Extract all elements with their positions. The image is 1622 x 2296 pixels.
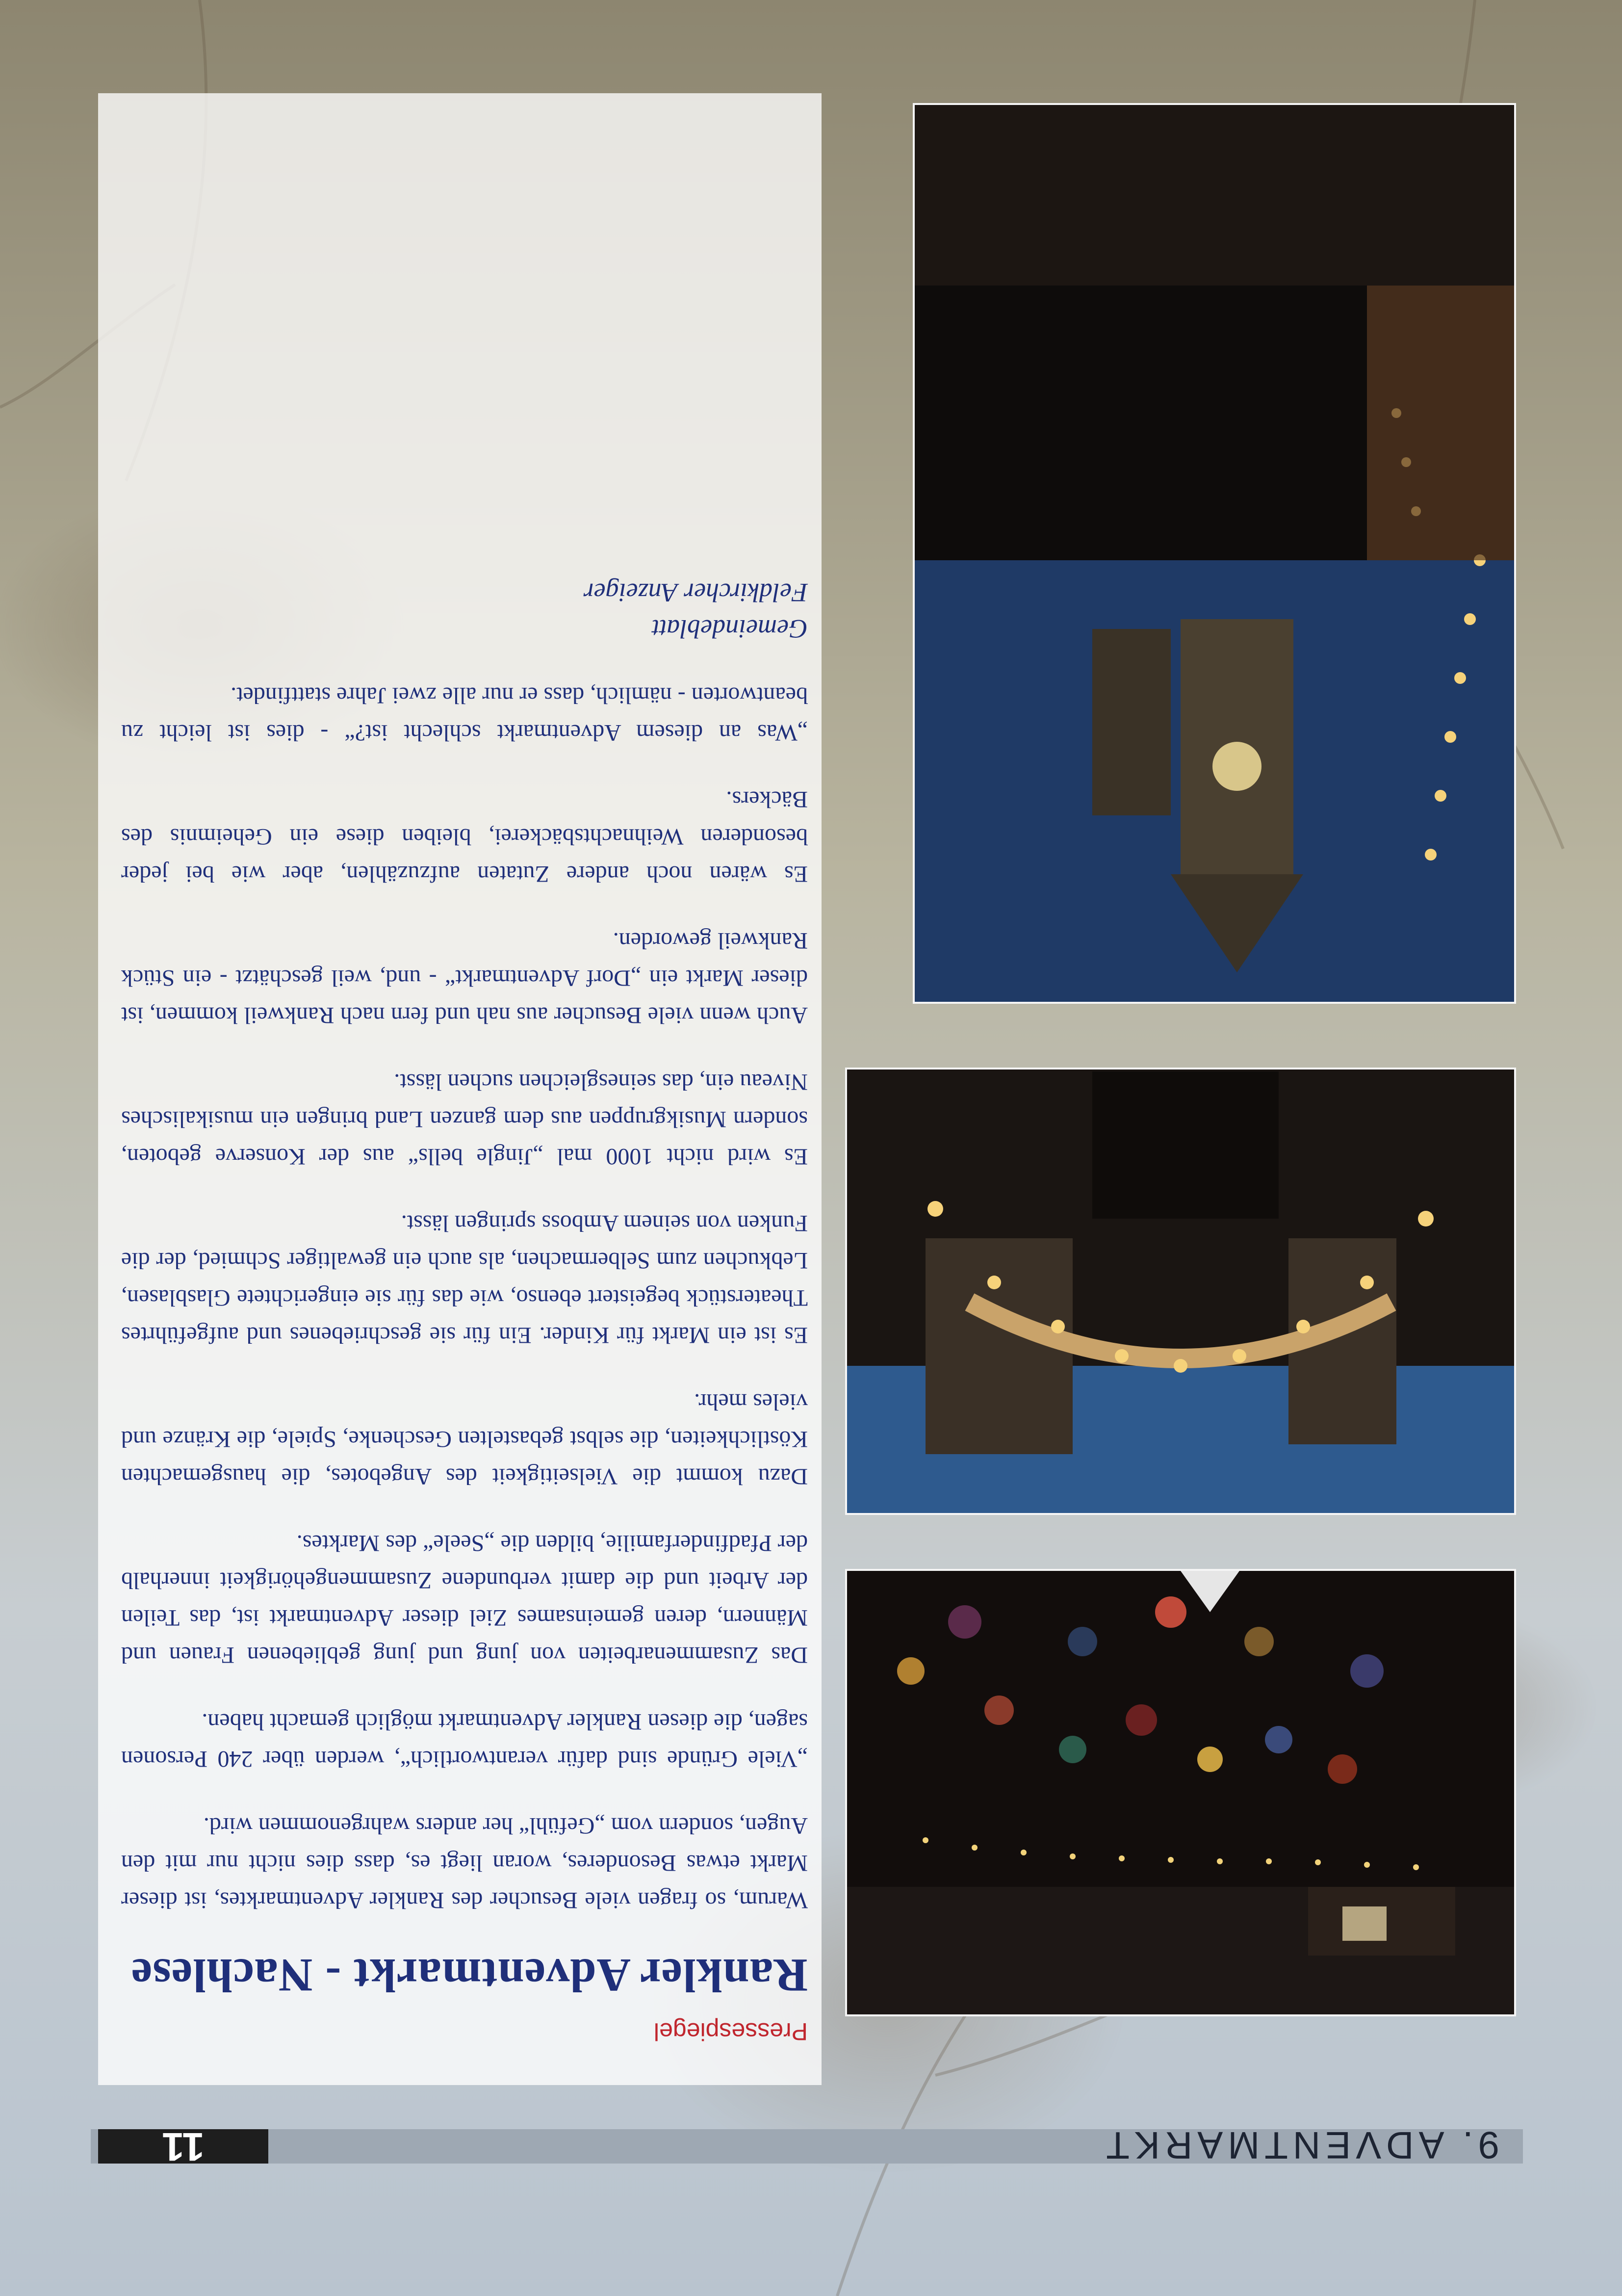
paragraph: Auch wenn viele Besucher aus nah und fern nach Rankweil kommen, ist dieser Markt ein „Dorf Adventmarkt“ - und, weil geschätzt - ein Stück Rankweil geworden.: [121, 928, 808, 1028]
source-newspaper: Feldkircher Anzeiger: [583, 578, 808, 607]
photo-church-street: [913, 103, 1516, 1004]
paragraph: „Was an diesem Adventmarkt schlecht ist?“ - dies ist leicht zu beantworten - nämlich, dass er nur alle zwei Jahre stattfindet.: [121, 682, 808, 746]
paragraph: „Viele Gründe sind dafür verantwortlich“, werden über 240 Personen sagen, die diesen Rankler Adventmarkt möglich gemacht haben.: [121, 1709, 808, 1772]
section-title: 9. ADVENTMARKT: [1101, 2124, 1499, 2167]
photo-arch-image: [847, 1070, 1514, 1513]
page-number: 11: [162, 2124, 205, 2169]
paragraph: Dazu kommt die Vielseitigkeit des Angebotes, die hausgemachten Köstlichkeiten, die selbst gebastelten Geschenke, Spiele, die Kränze und vieles mehr.: [121, 1389, 808, 1489]
paragraph: Es wären noch andere Zutaten aufzuzählen, aber wie bei jeder besonderen Weihnachtsbäckerei, bleiben diese ein Geheimnis des Bäckers.: [121, 786, 808, 887]
photo-entrance-arch: [845, 1068, 1516, 1515]
paragraph: Es wird nicht 1000 mal „Jingle bells“ aus der Konserve geboten, sondern Musikgruppen aus dem ganzen Land bringen ein musikalisches Niveau ein, das seinesgleichen suchen lässt.: [121, 1069, 808, 1170]
article-title: Rankler Adventmarkt - Nachlese: [130, 1949, 808, 2002]
paragraph: Es ist ein Markt für Kinder. Ein für sie geschriebenes und aufgeführtes Theaterstück begeistert ebenso, wie das für sie eingerichtete Glasblasen, Lebkuchen zum Selbermachen, als auch ein gewaltiger Schmied, der die Funken von seinem Amboss springen lässt.: [121, 1210, 808, 1348]
article-body: [121, 677, 808, 1919]
article-kicker: Pressespiegel: [653, 2018, 808, 2045]
article: [121, 574, 808, 2046]
source-publication: Gemeindeblatt: [652, 614, 808, 644]
article-source: [121, 574, 808, 647]
photo-crowd-image: [847, 1571, 1514, 2014]
paragraph: Das Zusammenarbeiten von jung und jung gebliebenen Frauen und Männern, deren gemeinsames Ziel dieser Adventmarkt ist, das Teilen der Arbeit und die damit verbundene Zusammengehörigkeit innerhalb der Pfadfinderfamilie, bilden die „Seele“ des Marktes.: [121, 1530, 808, 1668]
photo-street-image: [915, 105, 1514, 1002]
photo-crowd: [845, 1569, 1516, 2016]
paragraph: Warum, so fragen viele Besucher des Rankler Adventmarktes, ist dieser Markt etwas Besonderes, woran liegt es, dass dies nicht nur mit den Augen, sondern vom „Gefühl“ her anders wahrgenommen wird.: [121, 1813, 808, 1913]
